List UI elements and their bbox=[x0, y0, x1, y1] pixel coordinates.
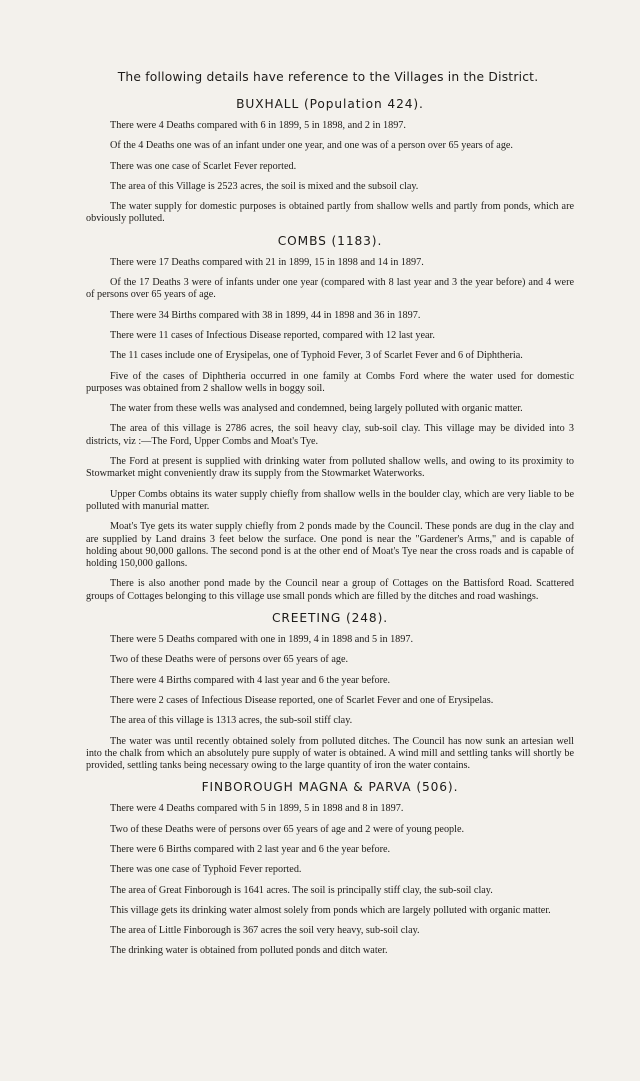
village-section bbox=[86, 780, 574, 957]
paragraph: Upper Combs obtains its water supply chiefly from shallow wells in the boulder clay, which are very liable to be polluted with manurial matter. bbox=[86, 488, 574, 512]
page-heading: The following details have reference to the Villages in the District. bbox=[117, 70, 539, 84]
section-title: CREETING (248). bbox=[272, 611, 388, 626]
paragraph: Of the 17 Deaths 3 were of infants under one year (compared with 8 last year and 3 the year before) and 4 were of persons over 65 years of age. bbox=[86, 277, 574, 301]
village-section bbox=[86, 97, 574, 226]
section-title: FINBOROUGH MAGNA & PARVA (506). bbox=[201, 780, 459, 795]
paragraph: The area of this Village is 2523 acres, the soil is mixed and the subsoil clay. bbox=[110, 180, 419, 192]
paragraph: The water was until recently obtained solely from polluted ditches. The Council has now sunk an artesian well into the chalk from which an absolutely pure supply of water is obtained. A wind mill and settling tanks will shortly be provided, settling tanks being necessary owing to the large quantity of iron the water contains. bbox=[86, 735, 574, 772]
paragraph: There were 2 cases of Infectious Disease reported, one of Scarlet Fever and one of Erysipelas. bbox=[110, 694, 494, 706]
paragraph: The area of Great Finborough is 1641 acres. The soil is principally stiff clay, the sub-soil clay. bbox=[110, 884, 493, 896]
paragraph: The area of this village is 1313 acres, the sub-soil stiff clay. bbox=[110, 715, 353, 727]
village-section bbox=[86, 611, 574, 772]
paragraph: There were 4 Births compared with 4 last year and 6 the year before. bbox=[110, 674, 391, 686]
paragraph: There was one case of Typhoid Fever reported. bbox=[110, 864, 302, 876]
paragraph: There were 17 Deaths compared with 21 in 1899, 15 in 1898 and 14 in 1897. bbox=[110, 256, 424, 268]
paragraph: There was one case of Scarlet Fever reported. bbox=[110, 160, 297, 172]
paragraph: There were 4 Deaths compared with 6 in 1899, 5 in 1898, and 2 in 1897. bbox=[110, 120, 406, 131]
paragraph: The area of this village is 2786 acres, the soil heavy clay, sub-soil clay. This village may be divided into 3 districts, viz :—The Ford, Upper Combs and Moat's Tye. bbox=[86, 423, 574, 447]
paragraph: There were 5 Deaths compared with one in 1899, 4 in 1898 and 5 in 1897. bbox=[110, 634, 414, 646]
paragraph: The water from these wells was analysed and condemned, being largely polluted with organic matter. bbox=[110, 403, 523, 415]
paragraph: Two of these Deaths were of persons over 65 years of age. bbox=[110, 654, 349, 666]
paragraph: The water supply for domestic purposes is obtained partly from shallow wells and partly from ponds, which are obviously polluted. bbox=[86, 201, 574, 225]
paragraph: There were 4 Deaths compared with 5 in 1899, 5 in 1898 and 8 in 1897. bbox=[110, 803, 404, 815]
paragraph: There were 11 cases of Infectious Disease reported, compared with 12 last year. bbox=[110, 329, 435, 341]
paragraph: There were 6 Births compared with 2 last year and 6 the year before. bbox=[110, 843, 391, 855]
paragraph: There were 34 Births compared with 38 in 1899, 44 in 1898 and 36 in 1897. bbox=[110, 309, 421, 321]
section-title: BUXHALL (Population 424). bbox=[236, 97, 424, 111]
paragraph: The Ford at present is supplied with drinking water from polluted shallow wells, and owing to its proximity to Stowmarket might conveniently draw its supply from the Stowmarket Waterworks. bbox=[86, 456, 574, 480]
paragraph: The drinking water is obtained from polluted ponds and ditch water. bbox=[110, 945, 388, 957]
section-title: COMBS (1183). bbox=[277, 233, 383, 248]
paragraph: Moat's Tye gets its water supply chiefly from 2 ponds made by the Council. These ponds are dug in the clay and are supplied by Land drains 3 feet below the surface. One pond is near the "Gardener's Arms," and is capable of holding about 90,000 gallons. The second pond is at the other end of Moat's Tye near the cross roads and is capable of holding 150,000 gallons. bbox=[86, 521, 574, 570]
paragraph: Of the 4 Deaths one was of an infant under one year, and one was of a person over 65 years of age. bbox=[110, 140, 513, 152]
paragraph: The area of Little Finborough is 367 acres the soil very heavy, sub-soil clay. bbox=[110, 925, 420, 937]
paragraph: Five of the cases of Diphtheria occurred in one family at Combs Ford where the water used for domestic purposes was obtained from 2 shallow wells in boggy soil. bbox=[86, 370, 574, 394]
paragraph: The 11 cases include one of Erysipelas, one of Typhoid Fever, 3 of Scarlet Fever and 6 of Diphtheria. bbox=[110, 350, 523, 362]
village-sections bbox=[86, 97, 574, 958]
paragraph: There is also another pond made by the Council near a group of Cottages on the Battisford Road. Scattered groups of Cottages belonging to this village use small ponds which are filled by the ditches and road washings. bbox=[86, 578, 574, 602]
paragraph: Two of these Deaths were of persons over 65 years of age and 2 were of young people. bbox=[110, 823, 465, 835]
paragraph: This village gets its drinking water almost solely from ponds which are largely polluted with organic matter. bbox=[110, 904, 551, 916]
village-section bbox=[86, 234, 574, 603]
